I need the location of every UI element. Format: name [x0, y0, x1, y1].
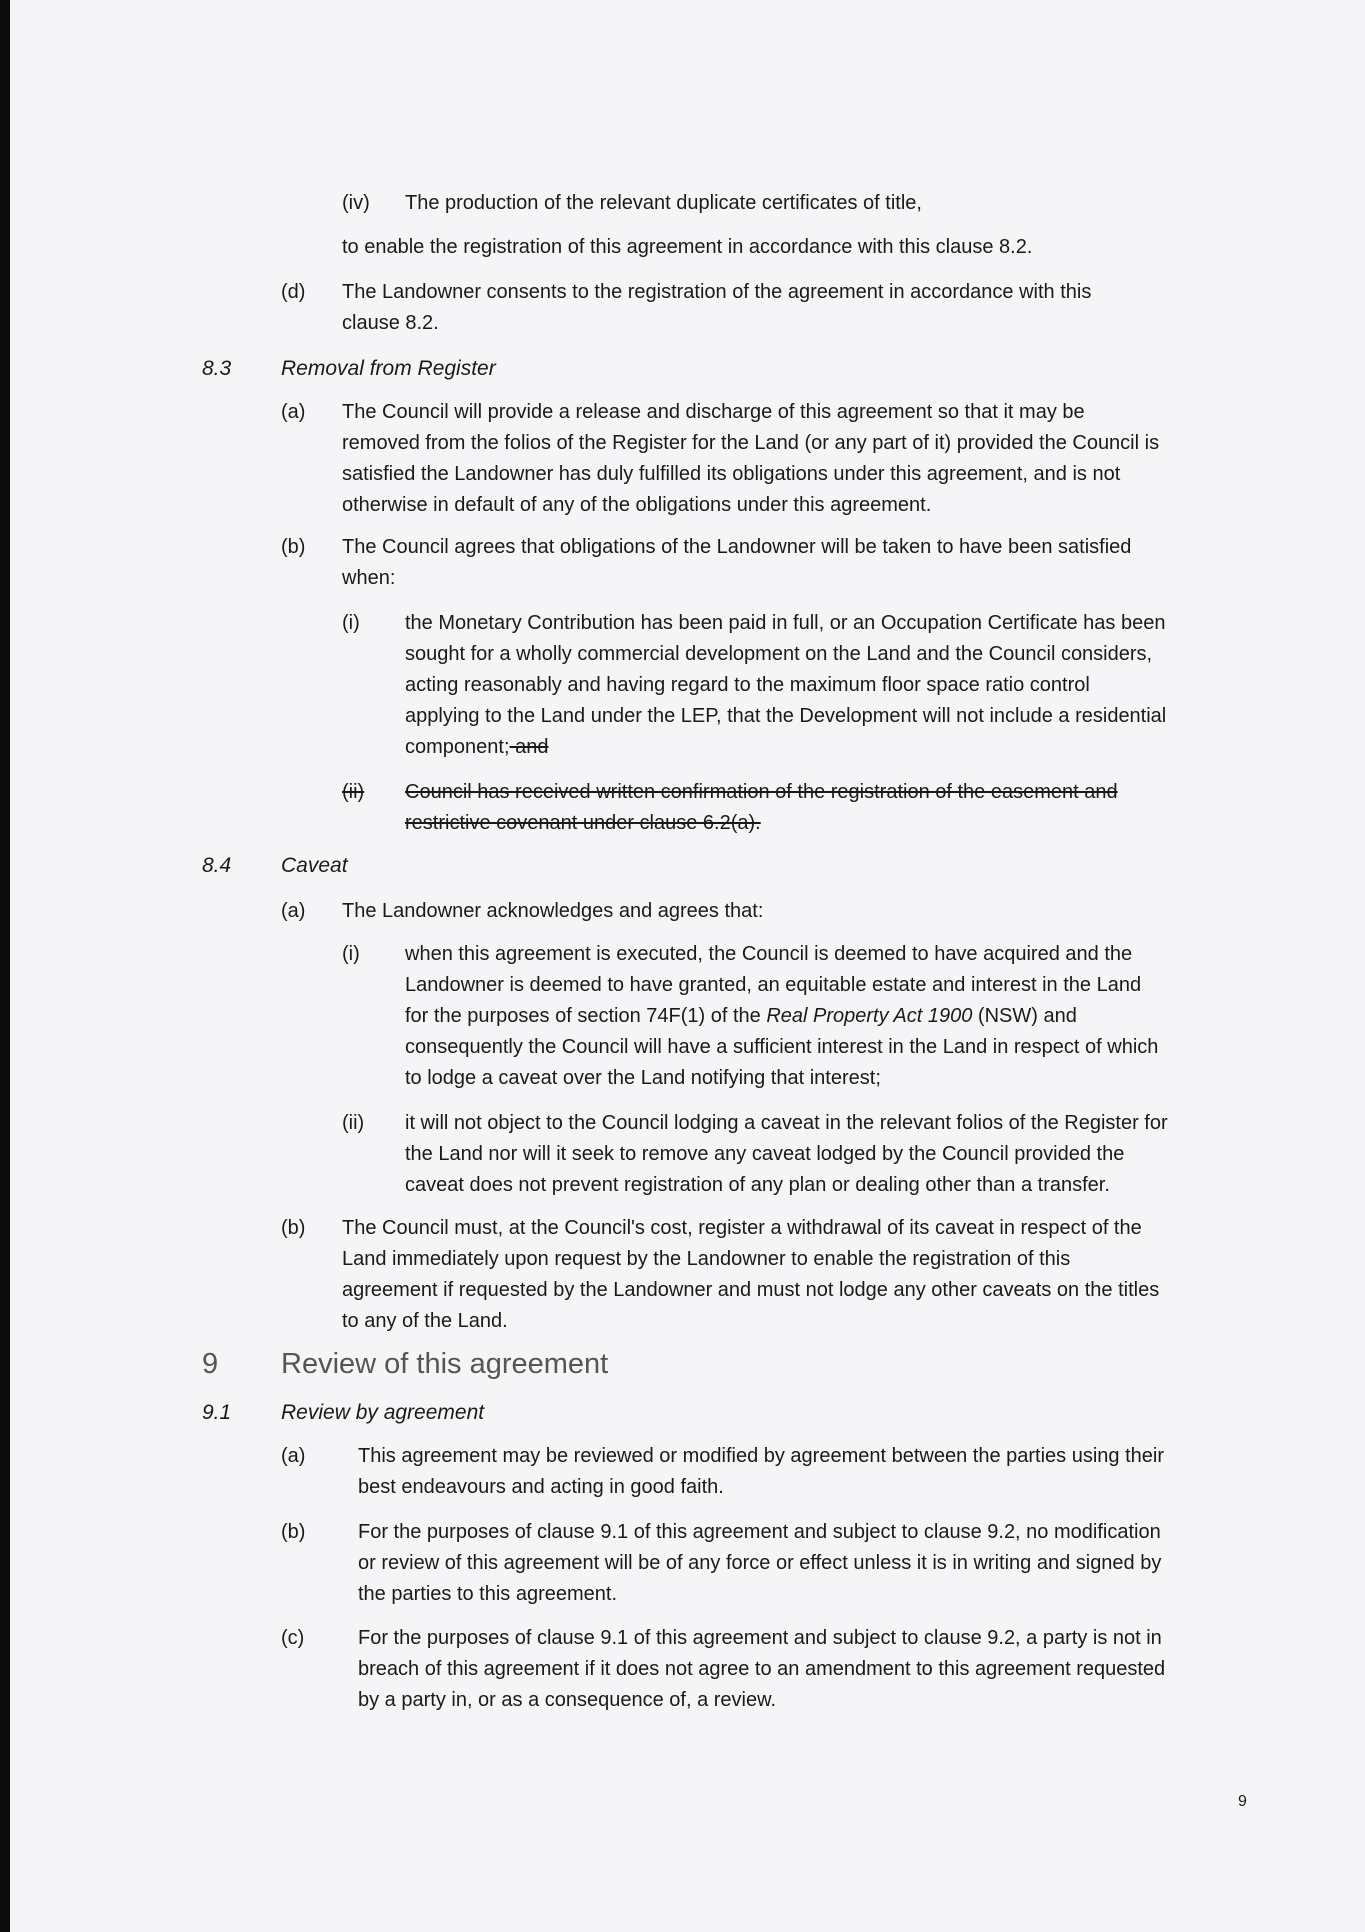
clause-title: Caveat [281, 854, 348, 877]
struck-text: and [509, 736, 549, 758]
item-label: (b) [281, 1521, 306, 1543]
paragraph-line: The Council agrees that obligations of the Landowner will be taken to have been satisfied [342, 536, 1132, 558]
paragraph-line: consequently the Council will have a sufficient interest in the Land in respect of which [405, 1036, 1159, 1058]
clause-number: 9.1 [202, 1401, 232, 1424]
paragraph-line: The Council must, at the Council's cost, register a withdrawal of its caveat in respect of the [342, 1217, 1142, 1239]
paragraph-line: to lodge a caveat over the Land notifying that interest; [405, 1067, 881, 1089]
struck-paragraph-line: restrictive covenant under clause 6.2(a). [405, 812, 761, 834]
paragraph-line: Land immediately upon request by the Landowner to enable the registration of this [342, 1248, 1071, 1270]
paragraph-line [405, 1001, 1077, 1032]
item-label: (iv) [342, 192, 370, 214]
paragraph-line: to any of the Land. [342, 1310, 508, 1332]
text-run: for the purposes of section 74F(1) of the [405, 1005, 767, 1027]
paragraph-line: The Landowner consents to the registration of the agreement in accordance with this [342, 281, 1092, 303]
continuation-text: to enable the registration of this agreement in accordance with this clause 8.2. [342, 236, 1033, 258]
item-label: (ii) [342, 1112, 365, 1134]
item-label: (i) [342, 612, 360, 634]
item-label: (a) [281, 900, 306, 922]
item-label: (a) [281, 401, 306, 423]
paragraph-line: satisfied the Landowner has duly fulfilled its obligations under this agreement, and is not [342, 463, 1121, 485]
paragraph-line: when: [342, 567, 396, 589]
item-label: (i) [342, 943, 360, 965]
paragraph-line: For the purposes of clause 9.1 of this agreement and subject to clause 9.2, a party is not in [358, 1627, 1162, 1649]
paragraph-line: clause 8.2. [342, 312, 439, 334]
paragraph-line: when this agreement is executed, the Council is deemed to have acquired and the [405, 943, 1133, 965]
clause-number: 8.4 [202, 854, 232, 877]
paragraph-line: the Land nor will it seek to remove any caveat lodged by the Council provided the [405, 1143, 1125, 1165]
item-label: (b) [281, 536, 306, 558]
item-label: (a) [281, 1445, 306, 1467]
section-title: Review of this agreement [281, 1348, 609, 1380]
text-run: (NSW) and [972, 1005, 1077, 1027]
paragraph-line: caveat does not prevent registration of any plan or dealing other than a transfer. [405, 1174, 1110, 1196]
act-title: Real Property Act 1900 [766, 1005, 973, 1027]
section-number: 9 [202, 1348, 219, 1380]
paragraph-line: otherwise in default of any of the obligations under this agreement. [342, 494, 932, 516]
clause-number: 8.3 [202, 357, 232, 380]
item-label: (d) [281, 281, 306, 303]
paragraph-line: by a party in, or as a consequence of, a review. [358, 1689, 777, 1711]
paragraph-line: agreement if requested by the Landowner and must not lodge any other caveats on the titles [342, 1279, 1160, 1301]
paragraph-line: it will not object to the Council lodging a caveat in the relevant folios of the Register for [405, 1112, 1168, 1134]
paragraph-line: For the purposes of clause 9.1 of this agreement and subject to clause 9.2, no modification [358, 1521, 1161, 1543]
text-run: component; [405, 736, 510, 758]
struck-paragraph-line: Council has received written confirmation of the registration of the easement and [405, 781, 1118, 803]
paragraph-line: breach of this agreement if it does not agree to an amendment to this agreement requested [358, 1658, 1166, 1680]
paragraph-line: The Council will provide a release and discharge of this agreement so that it may be [342, 401, 1085, 423]
item-label: (b) [281, 1217, 306, 1239]
page-number: 9 [1238, 1793, 1247, 1810]
paragraph-line: removed from the folios of the Register for the Land (or any part of it) provided the Council is [342, 432, 1160, 454]
paragraph-line [405, 732, 548, 763]
paragraph-line: The Landowner acknowledges and agrees that: [342, 900, 764, 922]
paragraph-line: This agreement may be reviewed or modified by agreement between the parties using their [358, 1445, 1164, 1467]
item-label: (ii) [342, 781, 365, 803]
scan-edge [0, 0, 10, 1932]
paragraph-line: best endeavours and acting in good faith. [358, 1476, 724, 1498]
paragraph-line: acting reasonably and having regard to the maximum floor space ratio control [405, 674, 1090, 696]
paragraph-line: or review of this agreement will be of any force or effect unless it is in writing and signed by [358, 1552, 1162, 1574]
struck-item-label [325, 777, 405, 808]
clause-title: Removal from Register [281, 357, 496, 380]
item-label: (c) [281, 1627, 305, 1649]
paragraph-line: sought for a wholly commercial development on the Land and the Council considers, [405, 643, 1153, 665]
paragraph-line: the parties to this agreement. [358, 1583, 618, 1605]
clause-title: Review by agreement [281, 1401, 485, 1424]
paragraph-line: Landowner is deemed to have granted, an equitable estate and interest in the Land [405, 974, 1142, 996]
paragraph-line: the Monetary Contribution has been paid in full, or an Occupation Certificate has been [405, 612, 1166, 634]
paragraph-line: applying to the Land under the LEP, that the Development will not include a residential [405, 705, 1167, 727]
item-text: The production of the relevant duplicate certificates of title, [405, 192, 922, 214]
